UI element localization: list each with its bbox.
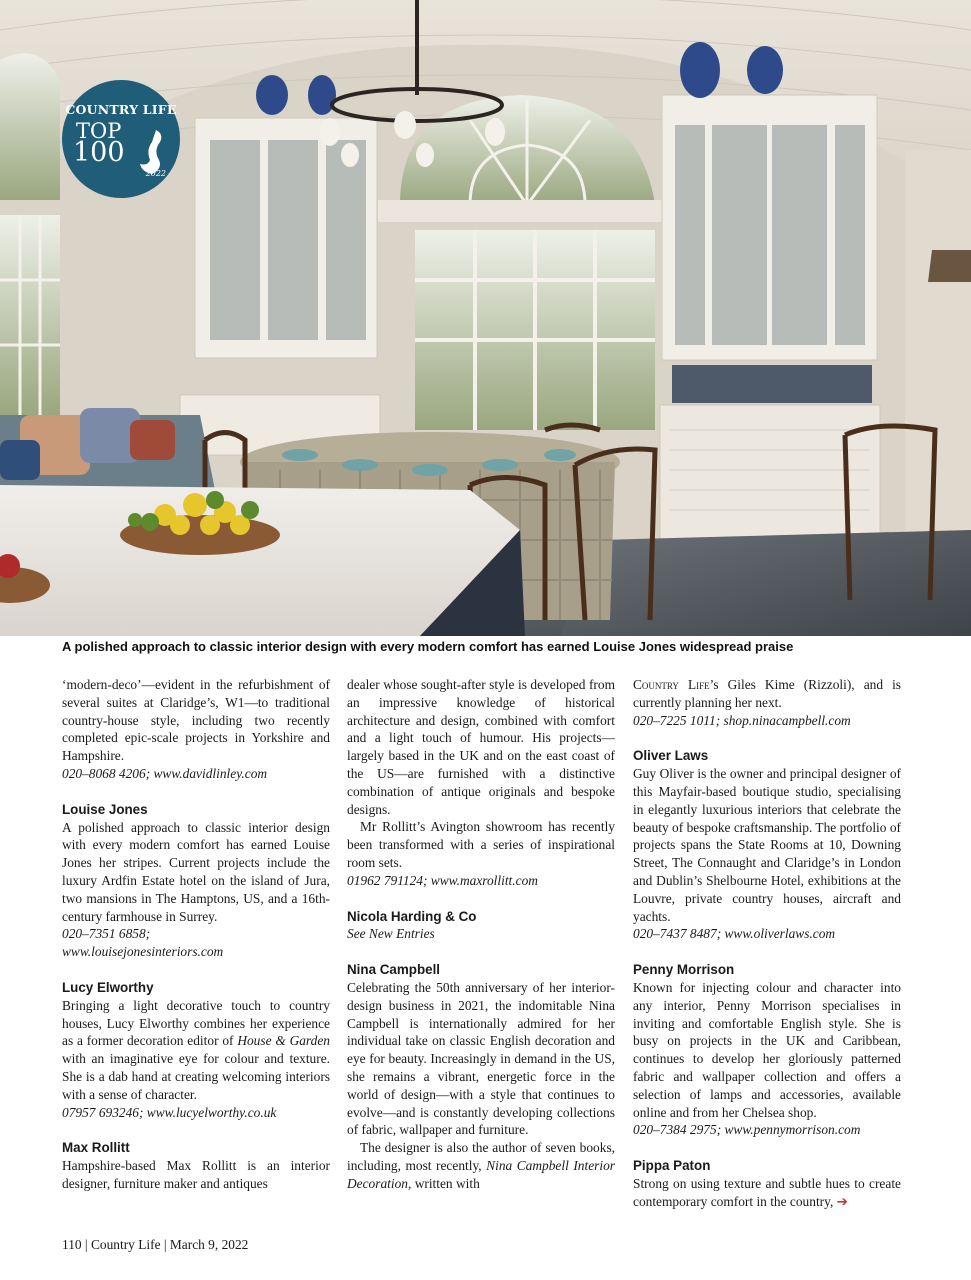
entry-contact-penny-morrison: 020–7384 2975; www.pennymorrison.com (633, 1122, 861, 1138)
entry-text-max-rollitt-para2: Mr Rollitt’s Avington showroom has recently been transformed with a series of inspirational room sets. (347, 819, 615, 870)
intro-contact: 020–8068 4206; www.davidlinley.com (62, 765, 268, 781)
entry-heading-pippa-paton: Pippa Paton (633, 1158, 711, 1174)
nina-para2-start: The designer is also the author of seven books, including, most recently, (347, 1140, 615, 1173)
top100-badge (62, 80, 180, 198)
entry-heading-nicola-harding: Nicola Harding & Co (347, 908, 477, 924)
entry-heading-nina-campbell: Nina Campbell (347, 962, 441, 978)
entry-contact-louise-jones-web: www.louisejonesinteriors.com (62, 944, 224, 960)
entry-text-max-rollitt-cont: dealer whose sought-after style is developed from an impressive knowledge of historical architecture and design, combined with comfort and a light touch of humour. His projects—largely based in the UK and on the east coast of the US—are furnished with a distinctive combination of antique originals and bespoke designs. (347, 677, 615, 817)
entry-heading-louise-jones: Louise Jones (62, 801, 148, 817)
entry-text-penny-morrison: Known for injecting colour and character into any interior, Penny Morrison specialises in inviting and comfortable English style. She is busy on projects in the UK and Caribbean, continues to develop her gloriously patterned fabric and wallpaper collection and offers a selection of lamps and accessories, available online and from her Chelsea shop. (633, 979, 901, 1120)
country-life-brand: Country Life (633, 677, 710, 692)
entry-text-oliver-laws: Guy Oliver is the owner and principal designer of this Mayfair-based boutique studio, specialising in elegantly luxurious interiors that celebrate the beauty of bespoke craftsmanship. The portfolio of projects spans the State Rooms at 10, Downing Street, The Connaught and Claridge’s in London and Dublin’s Shelbourne Hotel, exhibitions at the Louvre, private country houses, aircraft and yachts. (633, 766, 901, 924)
entry-text-nina-campbell-para2 (347, 1139, 615, 1192)
intro-paragraph: ‘modern-deco’—evident in the refurbishment of several suites at Claridge’s, W1—to traditional country-house style, including two recently completed epic-scale projects in Yorkshire and Hampshire. (62, 677, 330, 764)
entry-text-lucy-elworthy (62, 997, 330, 1104)
entry-contact-lucy-elworthy: 07957 693246; www.lucyelworthy.co.uk (62, 1104, 277, 1120)
nina-para2-end: , written with (408, 1175, 480, 1191)
badge-top: TOP (76, 119, 122, 143)
photo-caption: A polished approach to classic interior design with every modern comfort has earned Louise Jones widespread praise (62, 639, 794, 654)
kitchen-photo (0, 0, 971, 636)
continue-arrow-icon: ➔ (836, 1193, 848, 1209)
column-2 (347, 676, 615, 1193)
nina-cont-text: ’s Giles Kime (Rizzoli), and is currently planning her next. (633, 677, 901, 710)
entry-text-nicola-harding: See New Entries (347, 926, 435, 942)
entry-heading-penny-morrison: Penny Morrison (633, 962, 735, 978)
entry-heading-max-rollitt: Max Rollitt (62, 1140, 130, 1156)
entry-text-max-rollitt: Hampshire-based Max Rollitt is an interior designer, furniture maker and antiques (62, 1158, 330, 1191)
pippa-text: Strong on using texture and subtle hues to create contemporary comfort in the country, (633, 1175, 901, 1209)
entry-heading-oliver-laws: Oliver Laws (633, 748, 709, 764)
entry-contact-louise-jones-phone: 020–7351 6858; (62, 926, 151, 942)
column-3 (633, 676, 901, 1211)
entry-heading-lucy-elworthy: Lucy Elworthy (62, 979, 154, 995)
badge-year: 2022 (145, 169, 166, 178)
badge-hundred: 100 (73, 137, 125, 168)
lucy-text-part1: Bringing a light decorative touch to country houses, Lucy Elworthy combines her experience as a former decoration editor of (62, 997, 330, 1049)
entry-text-nina-campbell: Celebrating the 50th anniversary of her interior-design business in 2021, the indomitable Nina Campbell is internationally admired for her individual take on classic English decoration and eye for beauty. Increasingly in demand in the US, she remains a vibrant, energetic force in the world of design—with a style that continues to evolve—and is constantly developing collections of fabric, wallpaper and furniture. (347, 979, 615, 1138)
entry-text-louise-jones: A polished approach to classic interior design with every modern comfort has earned Louise Jones her stripes. Current projects include the luxury Ardfin Estate hotel on the island of Jura, two mansions in The Hamptons, US, and a 16th-century farmhouse in Surrey. (62, 819, 330, 924)
entry-text-pippa-paton (633, 1175, 901, 1211)
lucy-text-part2: with an imaginative eye for colour and texture. She is a dab hand at creating welcoming interiors with a sense of character. (62, 1051, 330, 1102)
entry-text-nina-campbell-cont (633, 676, 901, 712)
entry-contact-nina-campbell: 020–7225 1011; shop.ninacampbell.com (633, 712, 851, 728)
column-1 (62, 676, 330, 1193)
badge-brand: COUNTRY LIFE (65, 102, 177, 117)
page-folio: 110 | Country Life | March 9, 2022 (62, 1237, 249, 1252)
entry-contact-max-rollitt: 01962 791124; www.maxrollitt.com (347, 872, 538, 888)
magazine-title: House & Garden (237, 1033, 330, 1049)
book-title: Nina Campbell Interior Decoration (347, 1157, 616, 1191)
entry-contact-oliver-laws: 020–7437 8487; www.oliverlaws.com (633, 926, 836, 942)
